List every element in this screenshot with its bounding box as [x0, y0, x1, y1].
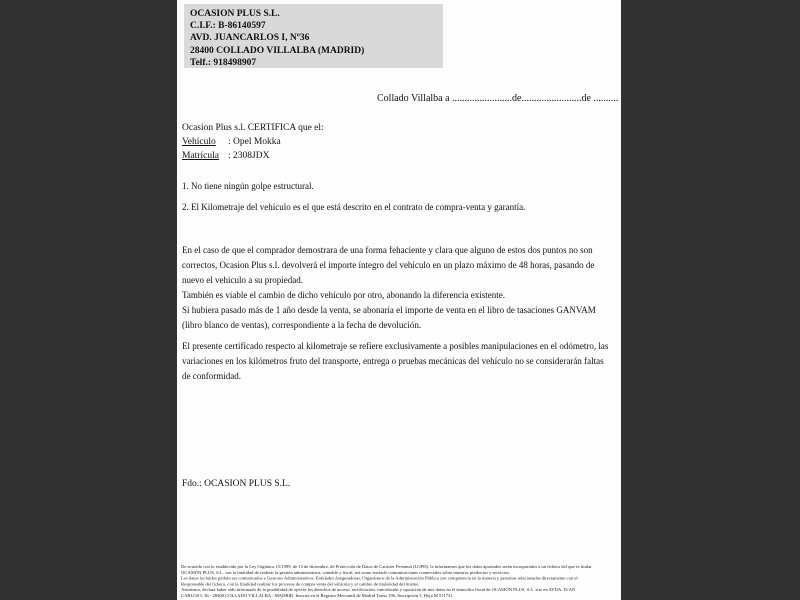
exchange-paragraph: También es viable el cambio de dicho vehículo por otro, abonando la diferencia existente.	[182, 290, 506, 300]
certified-point-2: 2. El Kilometraje del vehículo es el que está descrito en el contrato de compra-venta y garantía.	[182, 202, 526, 212]
date-line: Collado Villalba a ........................de........................de ..........	[377, 93, 619, 104]
plate-value: : 2308JDX	[228, 151, 270, 161]
plate-row	[182, 149, 324, 163]
legal-line: Asimismo, declara haber sido informado de la posibilidad de ejercer los derechos de acceso, rectificación, cancelación y oposición de mis datos en el domicilio fiscal de OCASIÓN PLUS, S.L. sito en AVDA. JUAN	[181, 587, 576, 593]
refund-paragraph: En el caso de que el comprador demostrara de una forma fehaciente y clara que alguno de estos dos puntos no son correctos, Ocasion Plus s.l. devolverá el importe íntegro del vehículo en un plazo máximo de 48 horas, pasando de nuevo el vehículo a su propiedad.	[182, 245, 595, 285]
certification-intro: Ocasion Plus s.l. CERTIFICA que el:	[182, 123, 324, 133]
plate-label: Matrícula	[182, 151, 219, 161]
odometer-paragraph: El presente certificado respecto al kilometraje se refiere exclusivamente a posibles manipulaciones en el odómetro, las variaciones en los kilómetros fruto del transporte, entrega o pruebas mecánicas del vehículo no se considerarán faltas de conformidad.	[182, 341, 609, 381]
document-page	[177, 0, 621, 600]
company-header-block	[184, 4, 443, 68]
ganvam-paragraph: Si hubiera pasado más de 1 año desde la venta, se abonaría el importe de venta en el libro de tasaciones GANVAM (libro blanco de ventas), correspondiente a la fecha de devolución.	[182, 305, 596, 330]
legal-line: De acuerdo con lo establecido por la Ley Orgánica 15/1999, de 13 de diciembre, de Protección de Datos de Carácter Personal (LOPD), le informamos que los datos aportados serán incorporados a un fichero del que es titular	[181, 564, 592, 569]
legal-line: CARLOS I, 36 - 28400 COLLADO VILLALBA - MADRID. Inscrita en el Registro Mercantil de Madrid Tomo 196, Inscripción 1, Hoja M 511731	[181, 592, 453, 598]
legal-notice-block	[181, 564, 621, 599]
certified-point-1: 1. No tiene ningún golpe estructural.	[182, 181, 314, 191]
certification-block	[182, 121, 324, 163]
company-cif: C.I.F.: B-86140597	[190, 21, 266, 32]
vehicle-row	[182, 135, 324, 149]
company-phone: Telf.: 918498907	[190, 57, 257, 68]
vehicle-label: Vehículo	[182, 137, 216, 147]
signature-line: Fdo.: OCASION PLUS S.L.	[182, 479, 291, 489]
legal-line: Los datos incluidos podrán ser comunicados a Gestores Administrativos, Entidades Aseguradoras, Organismos de la Administración Pública con competencia en la materia y personas relacionadas directamente con el	[181, 575, 578, 581]
company-name: OCASION PLUS S.L.	[190, 9, 280, 19]
vehicle-value: : Opel Mokka	[228, 137, 281, 147]
legal-line: Responsable del fichero, con la finalidad realizar los procesos de compra venta del vehículo y el cambio de titularidad del mismo.	[181, 581, 420, 587]
company-city: 28400 COLLADO VILLALBA (MADRID)	[190, 45, 365, 56]
legal-line: OCASIÓN PLUS, S.L. con la finalidad de realizar la gestión administrativa, contable y fiscal, así como enviarle comunicaciones comerciales sobre nuestros productos y servicios.	[181, 569, 510, 575]
company-address: AVD. JUANCARLOS I, Nº36	[190, 33, 310, 44]
